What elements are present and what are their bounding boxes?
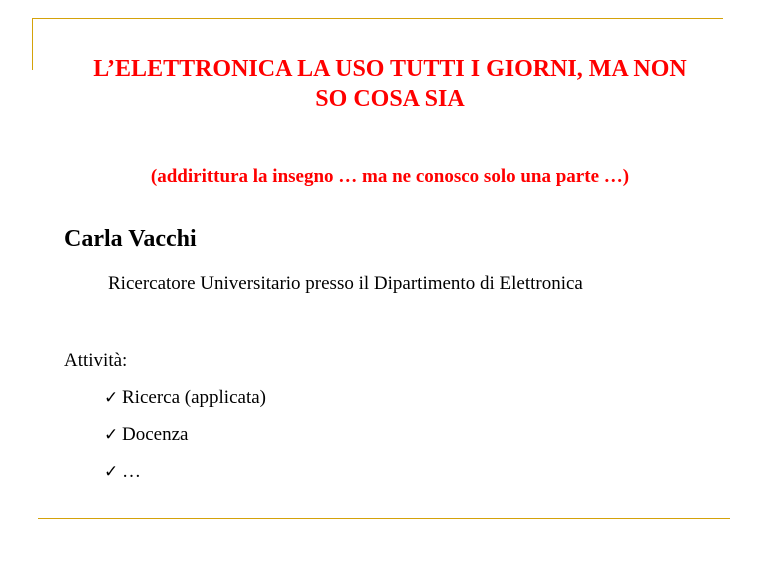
activity-label: Ricerca (applicata) bbox=[122, 387, 266, 408]
activity-item-teaching bbox=[104, 423, 266, 447]
activity-item-more bbox=[104, 460, 266, 484]
slide-title-line-1: L’ELETTRONICA LA USO TUTTI I GIORNI, MA NON bbox=[93, 56, 687, 82]
frame-left-line bbox=[32, 18, 33, 70]
frame-bottom-line bbox=[38, 518, 730, 519]
author-role: Ricercatore Universitario presso il Dipartimento di Elettronica bbox=[108, 273, 583, 294]
check-icon: ✓ bbox=[104, 462, 119, 482]
activity-list bbox=[104, 386, 266, 497]
activity-label: … bbox=[122, 461, 141, 482]
frame-top-line bbox=[32, 18, 723, 19]
slide-subtitle: (addirittura la insegno … ma ne conosco solo una parte …) bbox=[150, 166, 630, 187]
activity-item-research bbox=[104, 386, 266, 410]
activity-label: Docenza bbox=[122, 424, 189, 445]
activities-label: Attività: bbox=[64, 350, 128, 371]
check-icon: ✓ bbox=[104, 388, 119, 408]
slide-title-line-2: SO COSA SIA bbox=[315, 86, 465, 112]
check-icon: ✓ bbox=[104, 425, 119, 445]
slide-title bbox=[40, 54, 740, 114]
author-name: Carla Vacchi bbox=[64, 226, 197, 252]
